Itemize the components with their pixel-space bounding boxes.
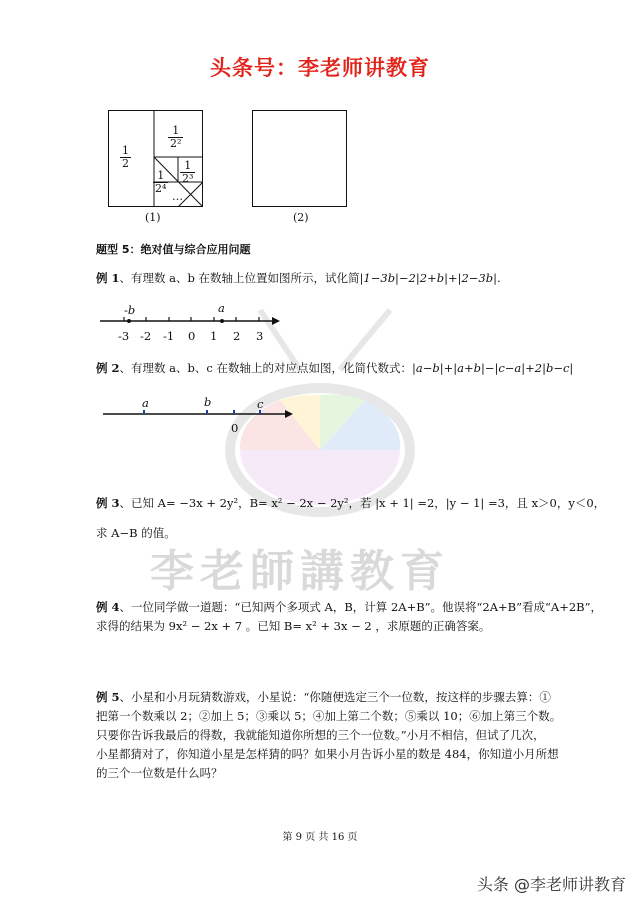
figure-ellipsis: … — [172, 190, 183, 203]
tick-label-neg2: -2 — [140, 329, 152, 343]
example-1: 例 1、有理数 a、b 在数轴上位置如图所示，试化简|1−3b|−2|2+b|+|2−3b|. — [96, 271, 501, 285]
zero-label-2: 0 — [231, 421, 239, 435]
example-5-line-3: 只要你告诉我最后的得数，我就能知道你所想的三个一位数。”小月不相信，但试了几次， — [96, 728, 545, 742]
tick-label-1: 1 — [210, 329, 218, 343]
example-5-line-4: 小星都猜对了，你知道小星是怎样猜的吗？如果小月告诉小星的数是 484，你知道小月所想 — [96, 747, 559, 761]
figure-2-caption: (2) — [293, 211, 309, 224]
example-5 — [96, 688, 561, 783]
point-a-label-2: a — [142, 396, 149, 410]
fraction-quarter: $\frac{1}{\text{2²}}$ — [170, 124, 182, 150]
tick-label-neg3: -3 — [118, 329, 130, 343]
watermark-text: 李老師講教育 — [150, 546, 450, 597]
footer-brand: 头条 @李老师讲教育 — [476, 875, 626, 894]
tick-label-0: 0 — [188, 329, 196, 343]
tick-label-3: 3 — [256, 329, 264, 343]
point-a-label: a — [218, 301, 225, 315]
figure-2-square-diagram — [252, 110, 347, 207]
tick-label-2: 2 — [233, 329, 241, 343]
number-line-2 — [103, 408, 293, 420]
example-3-line-1: 例 3、已知 A= −3x + 2y²，B= x² − 2x − 2y²，若 |x + 1| =2，|y − 1| =3，且 x＞0，y＜0， — [96, 496, 606, 510]
fraction-eighth: $\frac{1}{\text{2³}}$ — [182, 159, 194, 185]
section-title: 题型 5：绝对值与综合应用问题 — [96, 243, 251, 256]
example-5-line-5: 的三个一位数是什么吗？ — [96, 766, 223, 780]
example-4-line-1: 例 4、一位同学做一道题：“已知两个多项式 A，B，计算 2A+B”。他误将“2A+B”看成“A+2B”， — [96, 600, 602, 614]
example-3-line-2: 求 A−B 的值。 — [96, 526, 176, 540]
header-title: 头条号：李老师讲教育 — [210, 56, 430, 80]
point-b-label: -b — [124, 303, 136, 317]
example-4-line-2: 求得的结果为 9x² − 2x + 7 。已知 B= x² + 3x − 2 ，求原题的正确答案。 — [96, 619, 491, 633]
figure-1-caption: (1) — [145, 211, 161, 224]
example-2: 例 2、有理数 a、b、c 在数轴上的对应点如图，化简代数式：|a−b|+|a+b|−|c−a|+2|b−c| — [96, 361, 574, 375]
tick-label-neg1: -1 — [163, 329, 175, 343]
point-c-label-2: c — [257, 397, 264, 411]
example-5-line-1: 例 5、小星和小月玩猜数游戏，小星说：“你随便选定三个一位数，按这样的步骤去算：① — [96, 690, 551, 704]
point-b-label-2: b — [204, 395, 212, 409]
example-5-line-2: 把第一个数乘以 2；②加上 5；③乘以 5；④加上第二个数；⑤乘以 10；⑥加上第三个数。 — [96, 709, 562, 723]
page-number: 第 9 页 共 16 页 — [282, 832, 358, 843]
fraction-sixteenth: $\frac{1}{\text{2⁴}}$ — [155, 169, 167, 195]
fraction-half: $\frac{1}{2}$ — [122, 144, 129, 170]
